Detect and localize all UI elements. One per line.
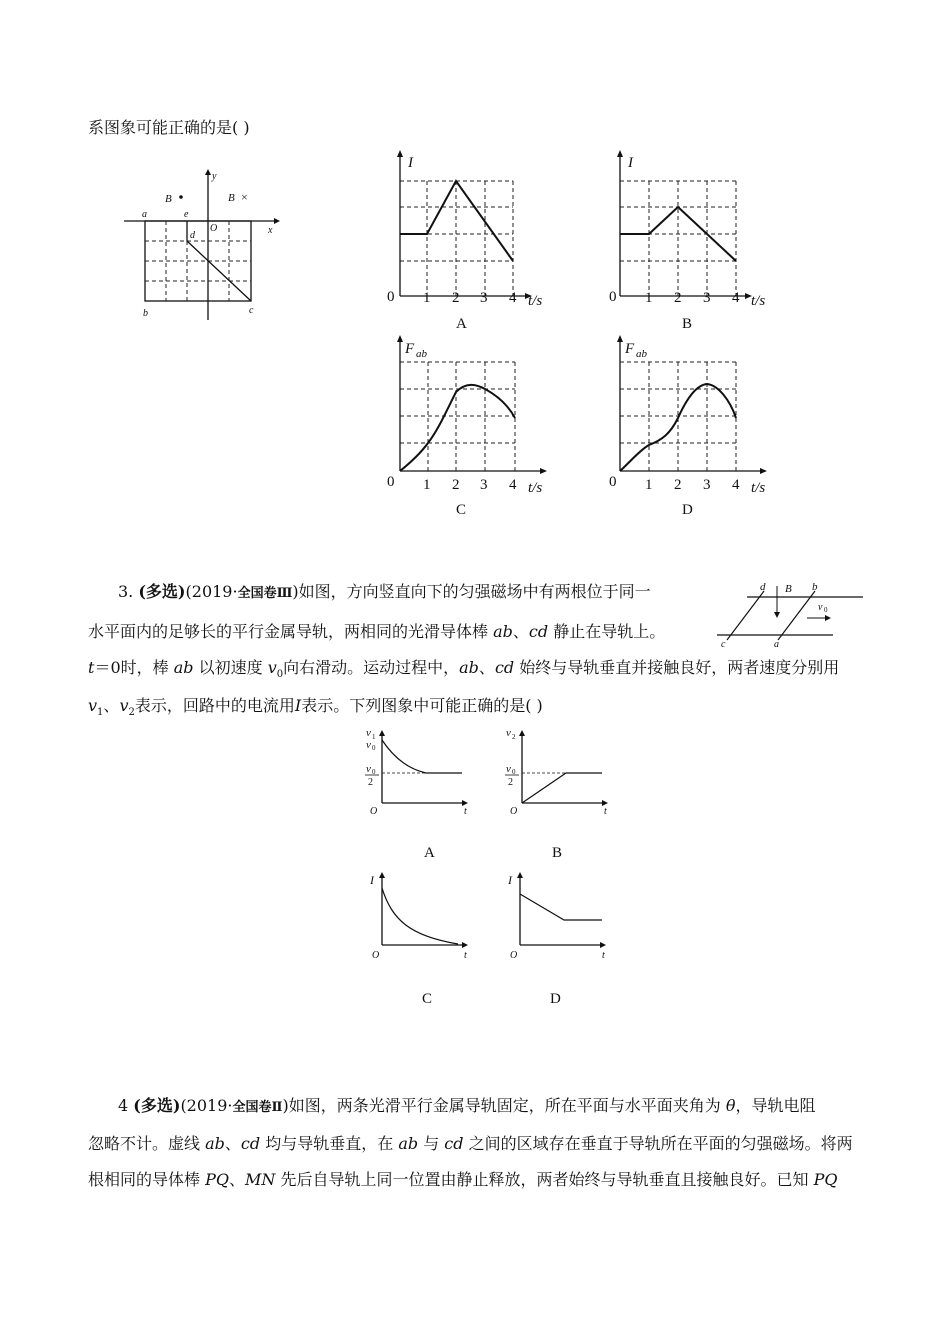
x-axis-label: t bbox=[464, 806, 467, 817]
origin-label: O bbox=[510, 806, 518, 817]
caption-d: D bbox=[550, 991, 561, 1007]
caption-b: B bbox=[552, 845, 563, 861]
question-4-line-2: 忽略不计。虚线 ab、cd 均与导轨垂直，在 ab 与 cd 之间的区域存在垂直于导轨所在平面的匀强磁场。将两 bbox=[88, 1134, 853, 1153]
caption-a: A bbox=[424, 845, 435, 861]
question-4-line-1: 4 (多选)(2019·全国卷Ⅱ)如图，两条光滑平行金属导轨固定，所在平面与水平面夹角为 θ，导轨电阻 bbox=[118, 1096, 816, 1115]
q3-graph-b bbox=[500, 728, 620, 863]
x-axis-label: t/s bbox=[751, 293, 766, 309]
tick-0: 0 bbox=[387, 289, 395, 305]
x-axis-label: t bbox=[602, 950, 605, 961]
v0-label: v bbox=[366, 739, 371, 751]
q2-graph-c bbox=[370, 330, 580, 525]
label-b-field: B bbox=[785, 583, 792, 595]
tick-1: 1 bbox=[423, 290, 431, 306]
x-axis-label: t/s bbox=[528, 293, 543, 309]
label-y: y bbox=[212, 171, 217, 182]
tick-0: 0 bbox=[609, 474, 617, 490]
caption-c: C bbox=[456, 502, 467, 518]
caption-b: B bbox=[682, 316, 693, 332]
tick-3: 3 bbox=[480, 477, 488, 493]
label-b-field-out: B bbox=[165, 193, 172, 205]
tick-2: 2 bbox=[674, 290, 682, 306]
label-v0-sub: 0 bbox=[824, 606, 828, 614]
caption-d: D bbox=[682, 502, 693, 518]
label-c: c bbox=[249, 305, 254, 316]
y-axis-label: F bbox=[625, 341, 635, 357]
label-b: b bbox=[812, 581, 818, 593]
origin-label: O bbox=[372, 950, 380, 961]
q2-graph-a bbox=[370, 145, 580, 335]
tick-3: 3 bbox=[703, 477, 711, 493]
graph-b-curve bbox=[522, 773, 602, 803]
q2-setup-figure bbox=[118, 165, 288, 325]
y-axis-label: I bbox=[370, 873, 374, 887]
tick-2: 2 bbox=[674, 477, 682, 493]
tick-1: 1 bbox=[645, 290, 653, 306]
graph-a-curve bbox=[382, 740, 462, 773]
y-axis-subscript: ab bbox=[636, 348, 647, 360]
tick-1: 1 bbox=[423, 477, 431, 493]
label-origin: O bbox=[210, 223, 218, 234]
tick-4: 4 bbox=[732, 290, 740, 306]
tick-0: 0 bbox=[387, 474, 395, 490]
graph-a-curve bbox=[400, 181, 513, 261]
y-axis-label: I bbox=[628, 155, 633, 171]
question-3-line-2: 水平面内的足够长的平行金属导轨，两相同的光滑导体棒 ab、cd 静止在导轨上。 bbox=[88, 622, 666, 641]
tick-4: 4 bbox=[509, 477, 517, 493]
x-axis-label: t bbox=[604, 806, 607, 817]
label-b-field-in: B bbox=[228, 192, 235, 204]
graph-c-curve bbox=[400, 385, 515, 471]
field-dot-icon bbox=[179, 195, 183, 199]
y-axis-label: v bbox=[366, 727, 371, 739]
half-v0-num: v bbox=[506, 763, 511, 775]
q3-graph-a bbox=[360, 728, 480, 863]
label-b: b bbox=[143, 308, 148, 319]
tick-0: 0 bbox=[609, 289, 617, 305]
label-c: c bbox=[721, 639, 726, 650]
v0-sub: 0 bbox=[372, 744, 376, 752]
question-2-tail: 系图象可能正确的是( ) bbox=[88, 118, 250, 137]
tick-2: 2 bbox=[452, 477, 460, 493]
label-a: a bbox=[774, 639, 779, 650]
question-4-line-3: 根相同的导体棒 PQ、MN 先后自导轨上同一位置由静止释放，两者始终与导轨垂直且接触良好。已知 PQ bbox=[88, 1170, 838, 1189]
q3-graph-c bbox=[360, 870, 480, 1012]
half-v0-num-sub: 0 bbox=[512, 768, 516, 776]
half-v0-den: 2 bbox=[368, 777, 373, 788]
question-3-line-4: $v_1$、$v_2$表示，回路中的电流用I表示。下列图象中可能正确的是( ) bbox=[88, 696, 543, 719]
tick-1: 1 bbox=[645, 477, 653, 493]
tick-3: 3 bbox=[703, 290, 711, 306]
origin-label: O bbox=[510, 950, 518, 961]
question-3-line-3: t＝0时，棒 ab 以初速度 $v_0$向右滑动。运动过程中，ab、cd 始终与导轨垂直并接触良好，两者速度分别用 bbox=[88, 658, 840, 681]
y-axis-label: I bbox=[508, 873, 512, 887]
y-axis-label: F bbox=[405, 341, 415, 357]
label-d: d bbox=[760, 581, 766, 593]
tick-4: 4 bbox=[732, 477, 740, 493]
label-x: x bbox=[268, 225, 273, 236]
tick-3: 3 bbox=[480, 290, 488, 306]
label-e: e bbox=[184, 209, 189, 220]
q3-rail-figure bbox=[715, 578, 865, 650]
q3-graph-d bbox=[498, 870, 618, 1012]
graph-c-curve bbox=[382, 888, 458, 944]
label-a: a bbox=[142, 209, 147, 220]
x-axis-label: t/s bbox=[751, 480, 766, 496]
question-3-line-1: 3. (多选)(2019·全国卷Ⅲ)如图，方向竖直向下的匀强磁场中有两根位于同一 bbox=[118, 582, 651, 601]
graph-d-curve bbox=[520, 894, 602, 920]
label-v0: v bbox=[818, 602, 823, 613]
half-v0-num: v bbox=[366, 763, 371, 775]
half-v0-num-sub: 0 bbox=[372, 768, 376, 776]
y-axis-label: v bbox=[506, 727, 511, 739]
field-cross-icon: × bbox=[241, 190, 248, 204]
x-axis-label: t bbox=[464, 950, 467, 961]
caption-a: A bbox=[456, 316, 467, 332]
tick-2: 2 bbox=[452, 290, 460, 306]
q2-graph-b bbox=[590, 145, 800, 335]
x-axis-label: t/s bbox=[528, 480, 543, 496]
label-d: d bbox=[190, 230, 195, 241]
y-axis-subscript: 1 bbox=[372, 733, 376, 741]
half-v0-den: 2 bbox=[508, 777, 513, 788]
y-axis-label: I bbox=[408, 155, 413, 171]
caption-c: C bbox=[422, 991, 433, 1007]
origin-label: O bbox=[370, 806, 378, 817]
y-axis-subscript: ab bbox=[416, 348, 427, 360]
tick-4: 4 bbox=[509, 290, 517, 306]
q2-graph-d bbox=[590, 330, 800, 525]
y-axis-subscript: 2 bbox=[512, 733, 516, 741]
